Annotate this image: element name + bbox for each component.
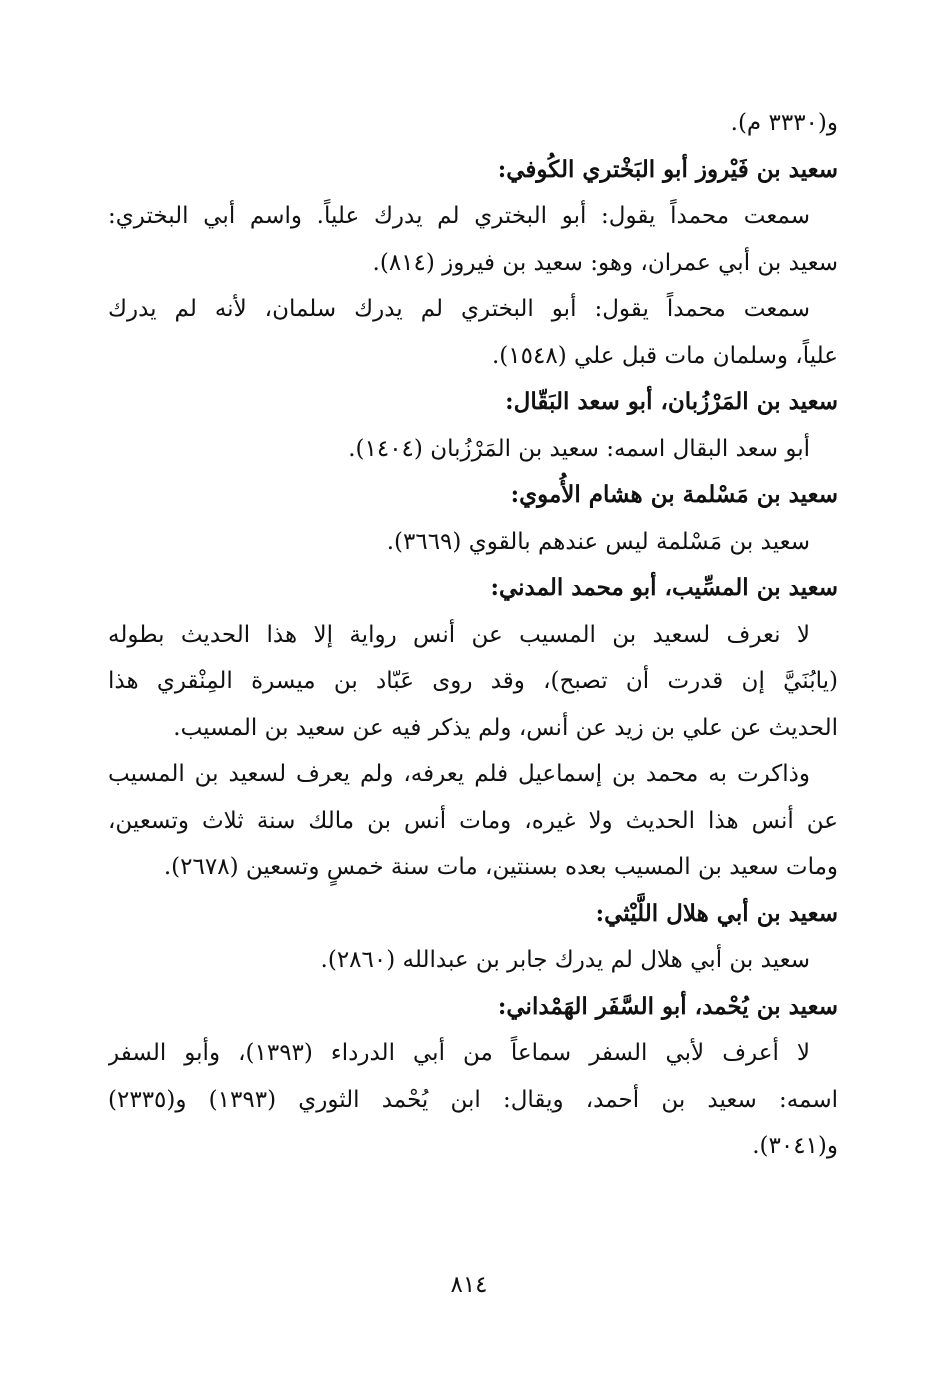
text-line: سعيد بن أبي عمران، وهو: سعيد بن فيروز (٨١٤).: [372, 249, 838, 276]
text-line: سعيد بن مَسْلمة ليس عندهم بالقوي (٣٦٦٩).: [386, 528, 810, 555]
entry-heading: سعيد بن مَسْلمة بن هشام الأُموي:: [510, 481, 838, 508]
text-line: علياً، وسلمان مات قبل علي (١٥٤٨).: [492, 342, 838, 369]
text-line: اسمه: سعيد بن أحمد، ويقال: ابن يُحْمد الثوري (١٣٩٣) و(٢٣٣٥): [108, 1086, 838, 1113]
text-line: أبو سعد البقال اسمه: سعيد بن المَرْزُبان (١٤٠٤).: [348, 435, 810, 462]
text-line: لا نعرف لسعيد بن المسيب عن أنس رواية إلا هذا الحديث بطوله: [108, 621, 810, 648]
text-line: (يابُنَيَّ إن قدرت أن تصبح)، وقد روى عَبّاد بن ميسرة المِنْقري هذا: [108, 668, 838, 694]
text-line: الحديث عن علي بن زيد عن أنس، ولم يذكر فيه عن سعيد بن المسيب.: [173, 714, 838, 741]
page-body: [108, 100, 838, 1170]
text-line: عن أنس هذا الحديث ولا غيره، ومات أنس بن مالك سنة ثلاث وتسعين،: [108, 807, 838, 834]
entry-heading: سعيد بن أبي هلال اللَّيْثي:: [595, 899, 838, 927]
text-line: و(٣٠٤١).: [752, 1133, 838, 1159]
entry-heading: سعيد بن المسِّيب، أبو محمد المدني:: [490, 574, 838, 601]
text-line: سمعت محمداً يقول: أبو البختري لم يدرك علياً. واسم أبي البختري:: [108, 203, 810, 229]
text-line: وذاكرت به محمد بن إسماعيل فلم يعرفه، ولم يعرف لسعيد بن المسيب: [108, 761, 810, 787]
entry-heading: سعيد بن يُحْمد، أبو السَّفَر الهَمْداني:: [497, 992, 838, 1020]
entry-heading: سعيد بن المَرْزُبان، أبو سعد البَقّال:: [505, 388, 838, 415]
text-line: لا أعرف لأبي السفر سماعاً من أبي الدرداء (١٣٩٣)، وأبو السفر: [108, 1040, 810, 1066]
entry-heading: سعيد بن فَيْروز أبو البَخْتري الكُوفي:: [497, 155, 838, 183]
text-line: و(٣٣٣٠ م).: [730, 110, 838, 136]
text-line: سعيد بن أبي هلال لم يدرك جابر بن عبدالله (٢٨٦٠).: [320, 947, 810, 973]
page-number: ٨١٤: [450, 1272, 488, 1298]
text-line: سمعت محمداً يقول: أبو البختري لم يدرك سلمان، لأنه لم يدرك: [108, 296, 810, 322]
text-line: ومات سعيد بن المسيب بعده بسنتين، مات سنة خمسٍ وتسعين (٢٦٧٨).: [163, 854, 838, 880]
